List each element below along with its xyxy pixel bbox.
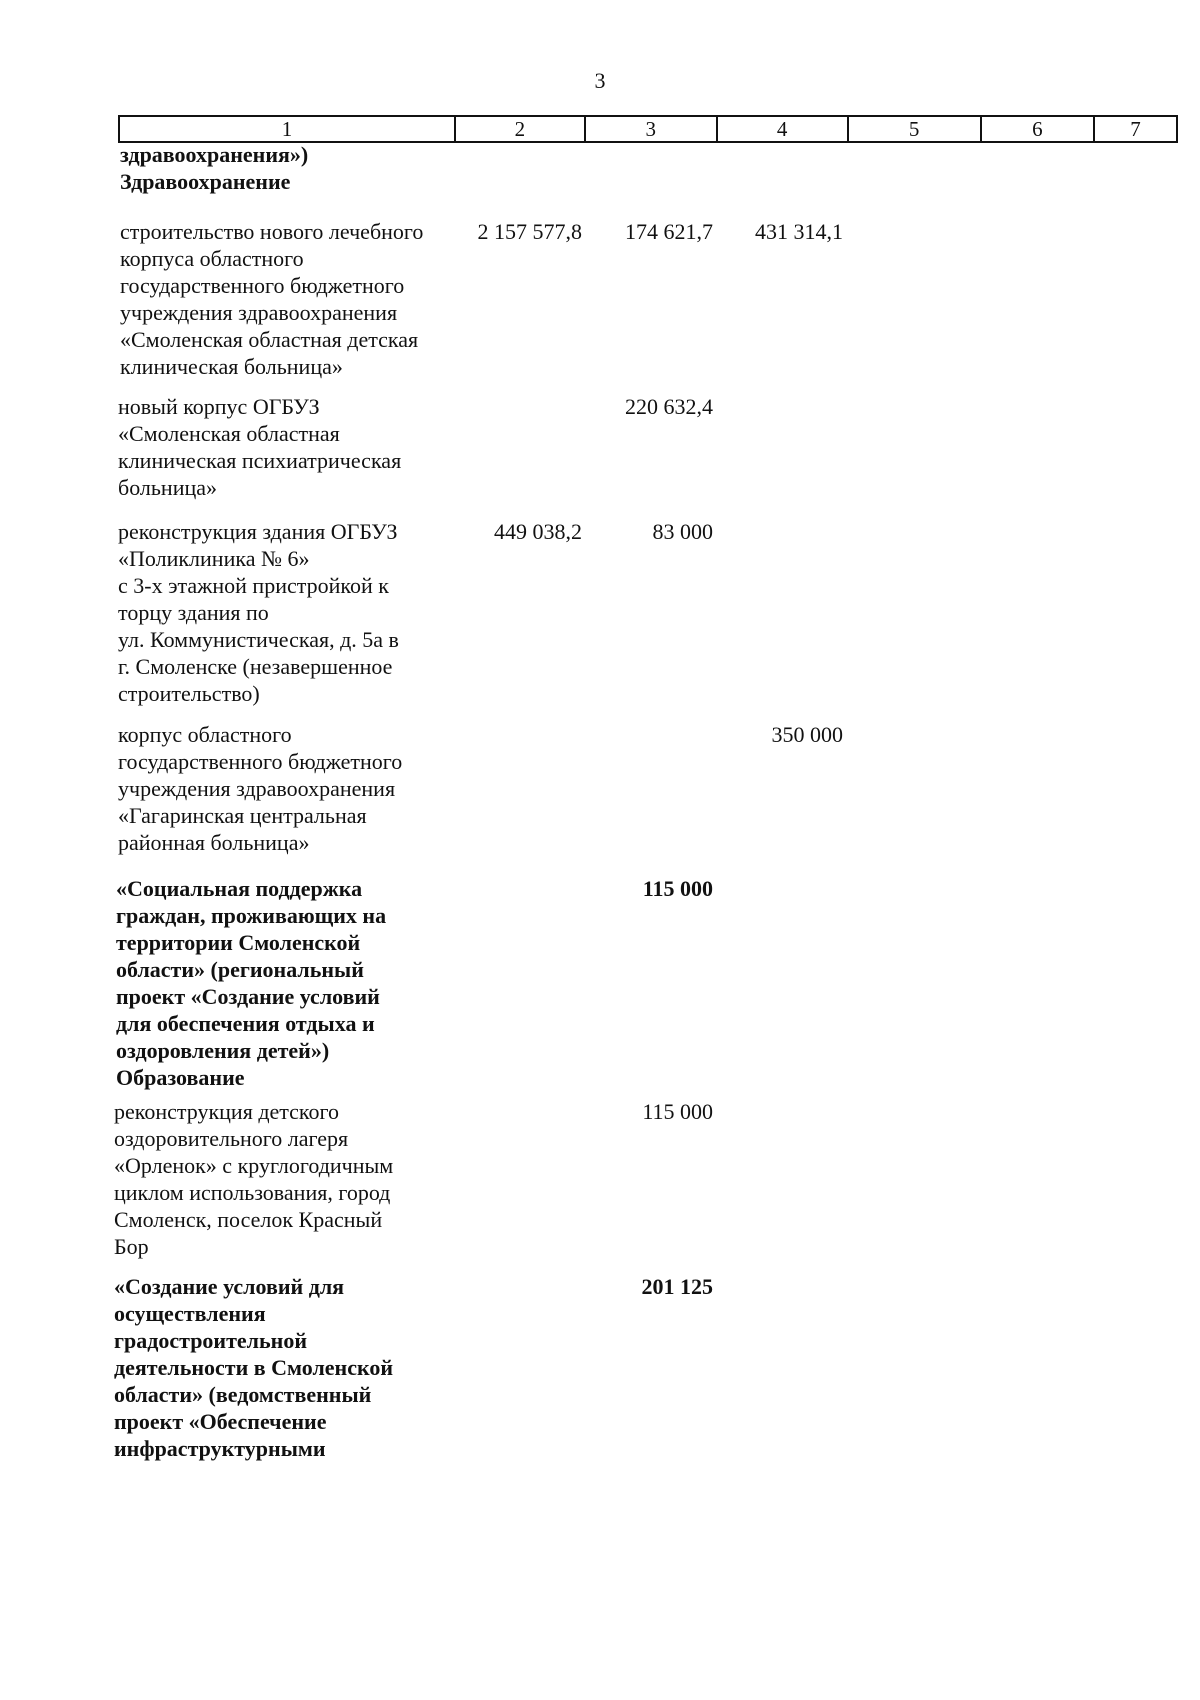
row-value-column-3: 115 000 (642, 1099, 713, 1124)
row-description (118, 721, 468, 856)
row-value-column-4: 431 314,1 (755, 219, 843, 244)
row-description (118, 518, 468, 707)
description-line: деятельности в Смоленской (114, 1355, 394, 1380)
description-line: граждан, проживающих на (116, 903, 387, 928)
column-header-3: 3 (585, 116, 717, 142)
description-line: «Социальная поддержка (116, 876, 363, 901)
row-description (120, 141, 470, 195)
description-line: реконструкция здания ОГБУЗ (118, 519, 398, 544)
description-line: ул. Коммунистическая, д. 5а в (118, 627, 399, 652)
description-line: «Орленок» с круглогодичным (114, 1153, 394, 1178)
description-line: области» (региональный (116, 957, 364, 982)
description-line: здравоохранения») (120, 142, 309, 167)
description-line: оздоровления детей») (116, 1038, 330, 1063)
description-line: строительство) (118, 681, 260, 706)
description-line: г. Смоленске (незавершенное (118, 654, 393, 679)
description-line: области» (ведомственный (114, 1382, 372, 1407)
description-line: государственного бюджетного (120, 273, 405, 298)
description-line: корпуса областного (120, 246, 304, 271)
description-line: Здравоохранение (120, 169, 291, 194)
column-header-4: 4 (717, 116, 848, 142)
column-header-1: 1 (119, 116, 455, 142)
row-description (114, 1273, 464, 1462)
description-line: циклом использования, город (114, 1180, 391, 1205)
description-line: клиническая больница» (120, 354, 343, 379)
page-number: 3 (594, 68, 606, 93)
row-value-column-2: 2 157 577,8 (477, 219, 582, 244)
row-description (120, 218, 470, 380)
description-line: районная больница» (118, 830, 310, 855)
description-line: инфраструктурными (114, 1436, 326, 1461)
description-line: «Гагаринская центральная (118, 803, 367, 828)
description-line: Смоленск, поселок Красный (114, 1207, 383, 1232)
description-line: проект «Обеспечение (114, 1409, 327, 1434)
description-line: государственного бюджетного (118, 749, 403, 774)
description-line: строительство нового лечебного (120, 219, 424, 244)
column-header-6: 6 (981, 116, 1094, 142)
row-value-column-2: 449 038,2 (494, 519, 582, 544)
row-value-column-3: 174 621,7 (625, 219, 713, 244)
description-line: «Поликлиника № 6» (118, 546, 310, 571)
description-line: «Смоленская областная детская (120, 327, 419, 352)
row-value-column-4: 350 000 (771, 722, 843, 747)
description-line: Образование (116, 1065, 245, 1090)
column-header-7: 7 (1094, 116, 1177, 142)
column-header-5: 5 (848, 116, 981, 142)
column-header-2: 2 (455, 116, 585, 142)
row-description (116, 875, 466, 1091)
description-line: реконструкция детского (114, 1099, 339, 1124)
description-line: торцу здания по (118, 600, 269, 625)
description-line: корпус областного (118, 722, 292, 747)
description-line: учреждения здравоохранения (120, 300, 398, 325)
description-line: для обеспечения отдыха и (116, 1011, 375, 1036)
column-header-table (118, 115, 1178, 143)
description-line: клиническая психиатрическая (118, 448, 402, 473)
description-line: проект «Создание условий (116, 984, 380, 1009)
description-line: с 3-х этажной пристройкой к (118, 573, 389, 598)
description-line: «Смоленская областная (118, 421, 340, 446)
row-value-column-3: 83 000 (652, 519, 713, 544)
description-line: учреждения здравоохранения (118, 776, 396, 801)
row-value-column-3: 115 000 (642, 876, 713, 901)
description-line: «Создание условий для (114, 1274, 345, 1299)
row-value-column-3: 201 125 (641, 1274, 713, 1299)
row-description (118, 393, 468, 501)
row-description (114, 1098, 464, 1260)
description-line: новый корпус ОГБУЗ (118, 394, 320, 419)
description-line: больница» (118, 475, 217, 500)
description-line: осуществления (114, 1301, 266, 1326)
description-line: оздоровительного лагеря (114, 1126, 349, 1151)
description-line: градостроительной (114, 1328, 308, 1353)
row-value-column-3: 220 632,4 (625, 394, 713, 419)
description-line: территории Смоленской (116, 930, 361, 955)
column-header-row (119, 116, 1177, 142)
description-line: Бор (114, 1234, 149, 1259)
